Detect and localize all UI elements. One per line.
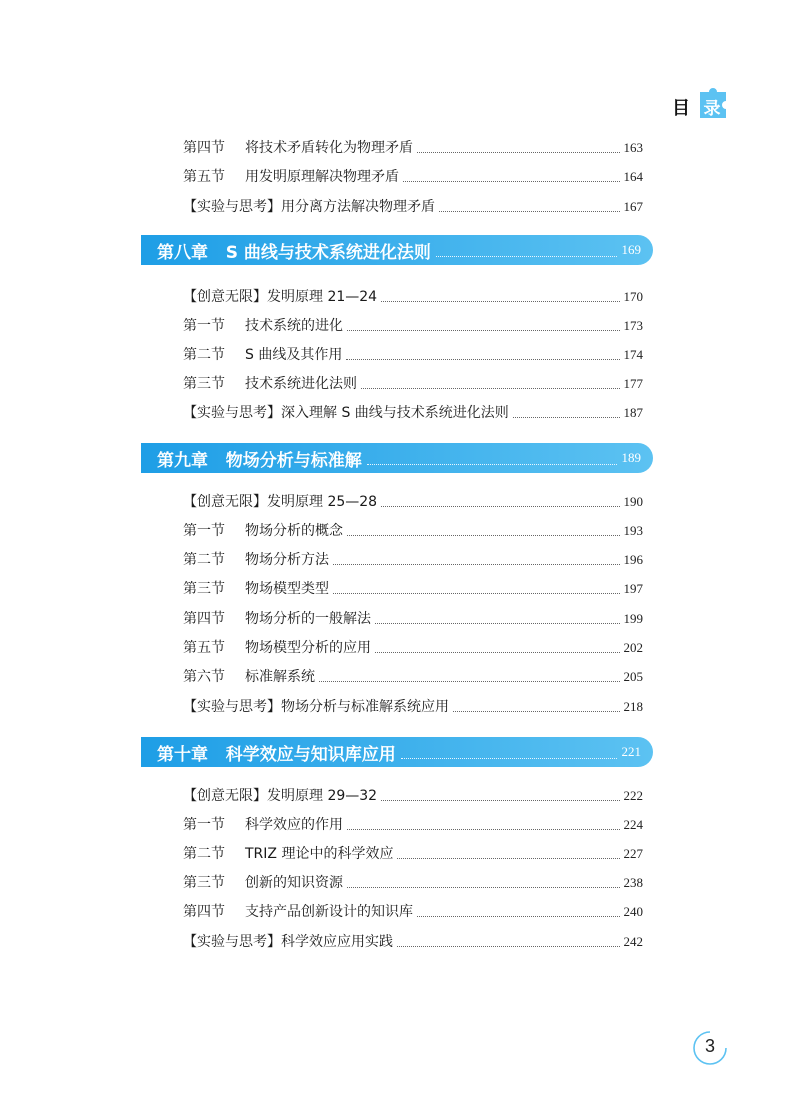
toc-entry[interactable] — [183, 666, 643, 686]
toc-entry[interactable] — [183, 637, 643, 657]
entry-page-number: 218 — [623, 699, 643, 714]
dot-leader — [333, 593, 620, 594]
dot-leader — [397, 858, 619, 859]
chapter-title-text: 物场分析与标准解 — [225, 450, 362, 471]
toc-entry[interactable] — [183, 785, 643, 805]
entry-title: 技术系统进化法则 — [245, 376, 357, 392]
entry-title: S 曲线及其作用 — [245, 347, 343, 363]
toc-entry[interactable] — [183, 137, 643, 157]
toc-entry[interactable] — [183, 931, 643, 951]
dot-leader — [375, 652, 620, 653]
entry-title: 物场模型分析的应用 — [245, 640, 371, 656]
entry-page-number: 177 — [623, 376, 643, 391]
entry-prefix: 第一节 — [183, 817, 225, 833]
entry-prefix: 第四节 — [183, 904, 225, 920]
entry-title: 技术系统的进化 — [245, 318, 343, 334]
dot-leader — [347, 330, 620, 331]
toc-entry[interactable] — [183, 373, 643, 393]
entry-prefix: 第二节 — [183, 347, 225, 363]
dot-leader — [397, 946, 620, 947]
entry-prefix: 【创意无限】 — [183, 494, 267, 510]
dot-leader — [381, 800, 619, 801]
entry-title: 物场分析的一般解法 — [245, 611, 371, 627]
chapter-heading-content — [157, 443, 641, 473]
entry-page-number: 202 — [623, 640, 643, 655]
entry-title: 发明原理 25—28 — [267, 494, 378, 510]
entry-page-number: 173 — [623, 318, 643, 333]
entry-prefix: 【创意无限】 — [183, 289, 267, 305]
chapter-title-text: 科学效应与知识库应用 — [225, 744, 396, 765]
dot-leader — [417, 152, 620, 153]
toc-entry[interactable] — [183, 315, 643, 335]
entry-prefix: 第四节 — [183, 611, 225, 627]
page-number: 3 — [704, 1036, 715, 1056]
entry-page-number: 227 — [623, 846, 643, 861]
dot-leader — [347, 887, 620, 888]
page-number-badge — [692, 1030, 728, 1066]
entry-prefix: 第三节 — [183, 581, 225, 597]
toc-entry[interactable] — [183, 344, 643, 364]
chapter-heading[interactable] — [141, 443, 653, 473]
toc-entry[interactable] — [183, 549, 643, 569]
chapter-heading[interactable] — [141, 737, 653, 767]
entry-title: TRIZ 理论中的科学效应 — [245, 846, 394, 862]
entry-prefix: 第五节 — [183, 640, 225, 656]
chapter-title: 第八章 — [157, 242, 208, 263]
toc-entry[interactable] — [183, 843, 643, 863]
entry-prefix: 第二节 — [183, 846, 225, 862]
entry-title: 发明原理 29—32 — [267, 788, 378, 804]
dot-leader — [319, 681, 620, 682]
dot-leader — [333, 564, 620, 565]
toc-entry[interactable] — [183, 901, 643, 921]
entry-title: 创新的知识资源 — [245, 875, 343, 891]
chapter-title: 第十章 — [157, 744, 208, 765]
entry-title: 科学效应应用实践 — [281, 934, 393, 950]
toc-entry[interactable] — [183, 696, 643, 716]
entry-prefix: 第一节 — [183, 318, 225, 334]
entry-prefix: 第五节 — [183, 169, 225, 185]
entry-page-number: 193 — [623, 523, 643, 538]
entry-title: 支持产品创新设计的知识库 — [245, 904, 413, 920]
toc-entry[interactable] — [183, 491, 643, 511]
entry-title: 物场分析与标准解系统应用 — [281, 699, 449, 715]
toc-entry[interactable] — [183, 196, 643, 216]
chapter-heading[interactable] — [141, 235, 653, 265]
entry-page-number: 187 — [623, 405, 643, 420]
entry-page-number: 164 — [623, 169, 643, 184]
entry-prefix: 第三节 — [183, 376, 225, 392]
dot-leader — [347, 535, 620, 536]
entry-prefix: 【创意无限】 — [183, 788, 267, 804]
dot-leader — [381, 301, 619, 302]
entry-title: 物场分析的概念 — [245, 523, 343, 539]
chapter-page-number: 221 — [621, 744, 641, 759]
toc-entry[interactable] — [183, 578, 643, 598]
entry-page-number: 197 — [623, 581, 643, 596]
entry-page-number: 224 — [623, 817, 643, 832]
entry-page-number: 205 — [623, 669, 643, 684]
entry-page-number: 163 — [623, 140, 643, 155]
dot-leader — [513, 417, 620, 418]
entry-prefix: 【实验与思考】 — [183, 199, 281, 215]
dot-leader — [381, 506, 619, 507]
entry-title: 深入理解 S 曲线与技术系统进化法则 — [281, 405, 509, 421]
entry-title: 发明原理 21—24 — [267, 289, 378, 305]
entry-title: 将技术矛盾转化为物理矛盾 — [245, 140, 413, 156]
chapter-heading-content — [157, 737, 641, 767]
toc-entry[interactable] — [183, 166, 643, 186]
toc-header-mark — [672, 86, 732, 122]
entry-page-number: 199 — [623, 611, 643, 626]
dot-leader — [367, 452, 617, 465]
toc-entry[interactable] — [183, 608, 643, 628]
entry-title: 用发明原理解决物理矛盾 — [245, 169, 399, 185]
entry-page-number: 222 — [623, 788, 643, 803]
entry-page-number: 170 — [623, 289, 643, 304]
entry-page-number: 167 — [623, 199, 643, 214]
entry-title: 物场分析方法 — [245, 552, 329, 568]
dot-leader — [375, 623, 620, 624]
dot-leader — [453, 711, 620, 712]
toc-heading-char-1: 目 — [672, 98, 690, 119]
entry-prefix: 第二节 — [183, 552, 225, 568]
dot-leader — [439, 211, 620, 212]
dot-leader — [347, 829, 620, 830]
dot-leader — [417, 916, 620, 917]
dot-leader — [361, 388, 620, 389]
chapter-heading-content — [157, 235, 641, 265]
chapter-title-gap — [208, 742, 226, 762]
toc-heading-char-2: 录 — [703, 99, 721, 119]
entry-title: 标准解系统 — [245, 669, 315, 685]
chapter-title-text: S 曲线与技术系统进化法则 — [225, 242, 431, 263]
entry-title: 用分离方法解决物理矛盾 — [281, 199, 435, 215]
entry-prefix: 第一节 — [183, 523, 225, 539]
dot-leader — [401, 746, 617, 759]
chapter-title-gap — [208, 448, 226, 468]
chapter-page-number: 189 — [621, 450, 641, 465]
dot-leader — [346, 359, 619, 360]
entry-page-number: 240 — [623, 904, 643, 919]
entry-prefix: 【实验与思考】 — [183, 405, 281, 421]
dot-leader — [436, 244, 617, 257]
entry-page-number: 174 — [623, 347, 643, 362]
toc-entry[interactable] — [183, 520, 643, 540]
toc-entry[interactable] — [183, 286, 643, 306]
entry-prefix: 【实验与思考】 — [183, 699, 281, 715]
toc-entry[interactable] — [183, 814, 643, 834]
entry-page-number: 238 — [623, 875, 643, 890]
entry-page-number: 196 — [623, 552, 643, 567]
entry-prefix: 第六节 — [183, 669, 225, 685]
toc-entry[interactable] — [183, 872, 643, 892]
entry-prefix: 第三节 — [183, 875, 225, 891]
entry-prefix: 第四节 — [183, 140, 225, 156]
entry-page-number: 242 — [623, 934, 643, 949]
entry-prefix: 【实验与思考】 — [183, 934, 281, 950]
toc-entry[interactable] — [183, 402, 643, 422]
chapter-title-gap — [208, 240, 226, 260]
chapter-page-number: 169 — [621, 242, 641, 257]
chapter-title: 第九章 — [157, 450, 208, 471]
entry-title: 物场模型类型 — [245, 581, 329, 597]
entry-page-number: 190 — [623, 494, 643, 509]
entry-title: 科学效应的作用 — [245, 817, 343, 833]
dot-leader — [403, 181, 620, 182]
